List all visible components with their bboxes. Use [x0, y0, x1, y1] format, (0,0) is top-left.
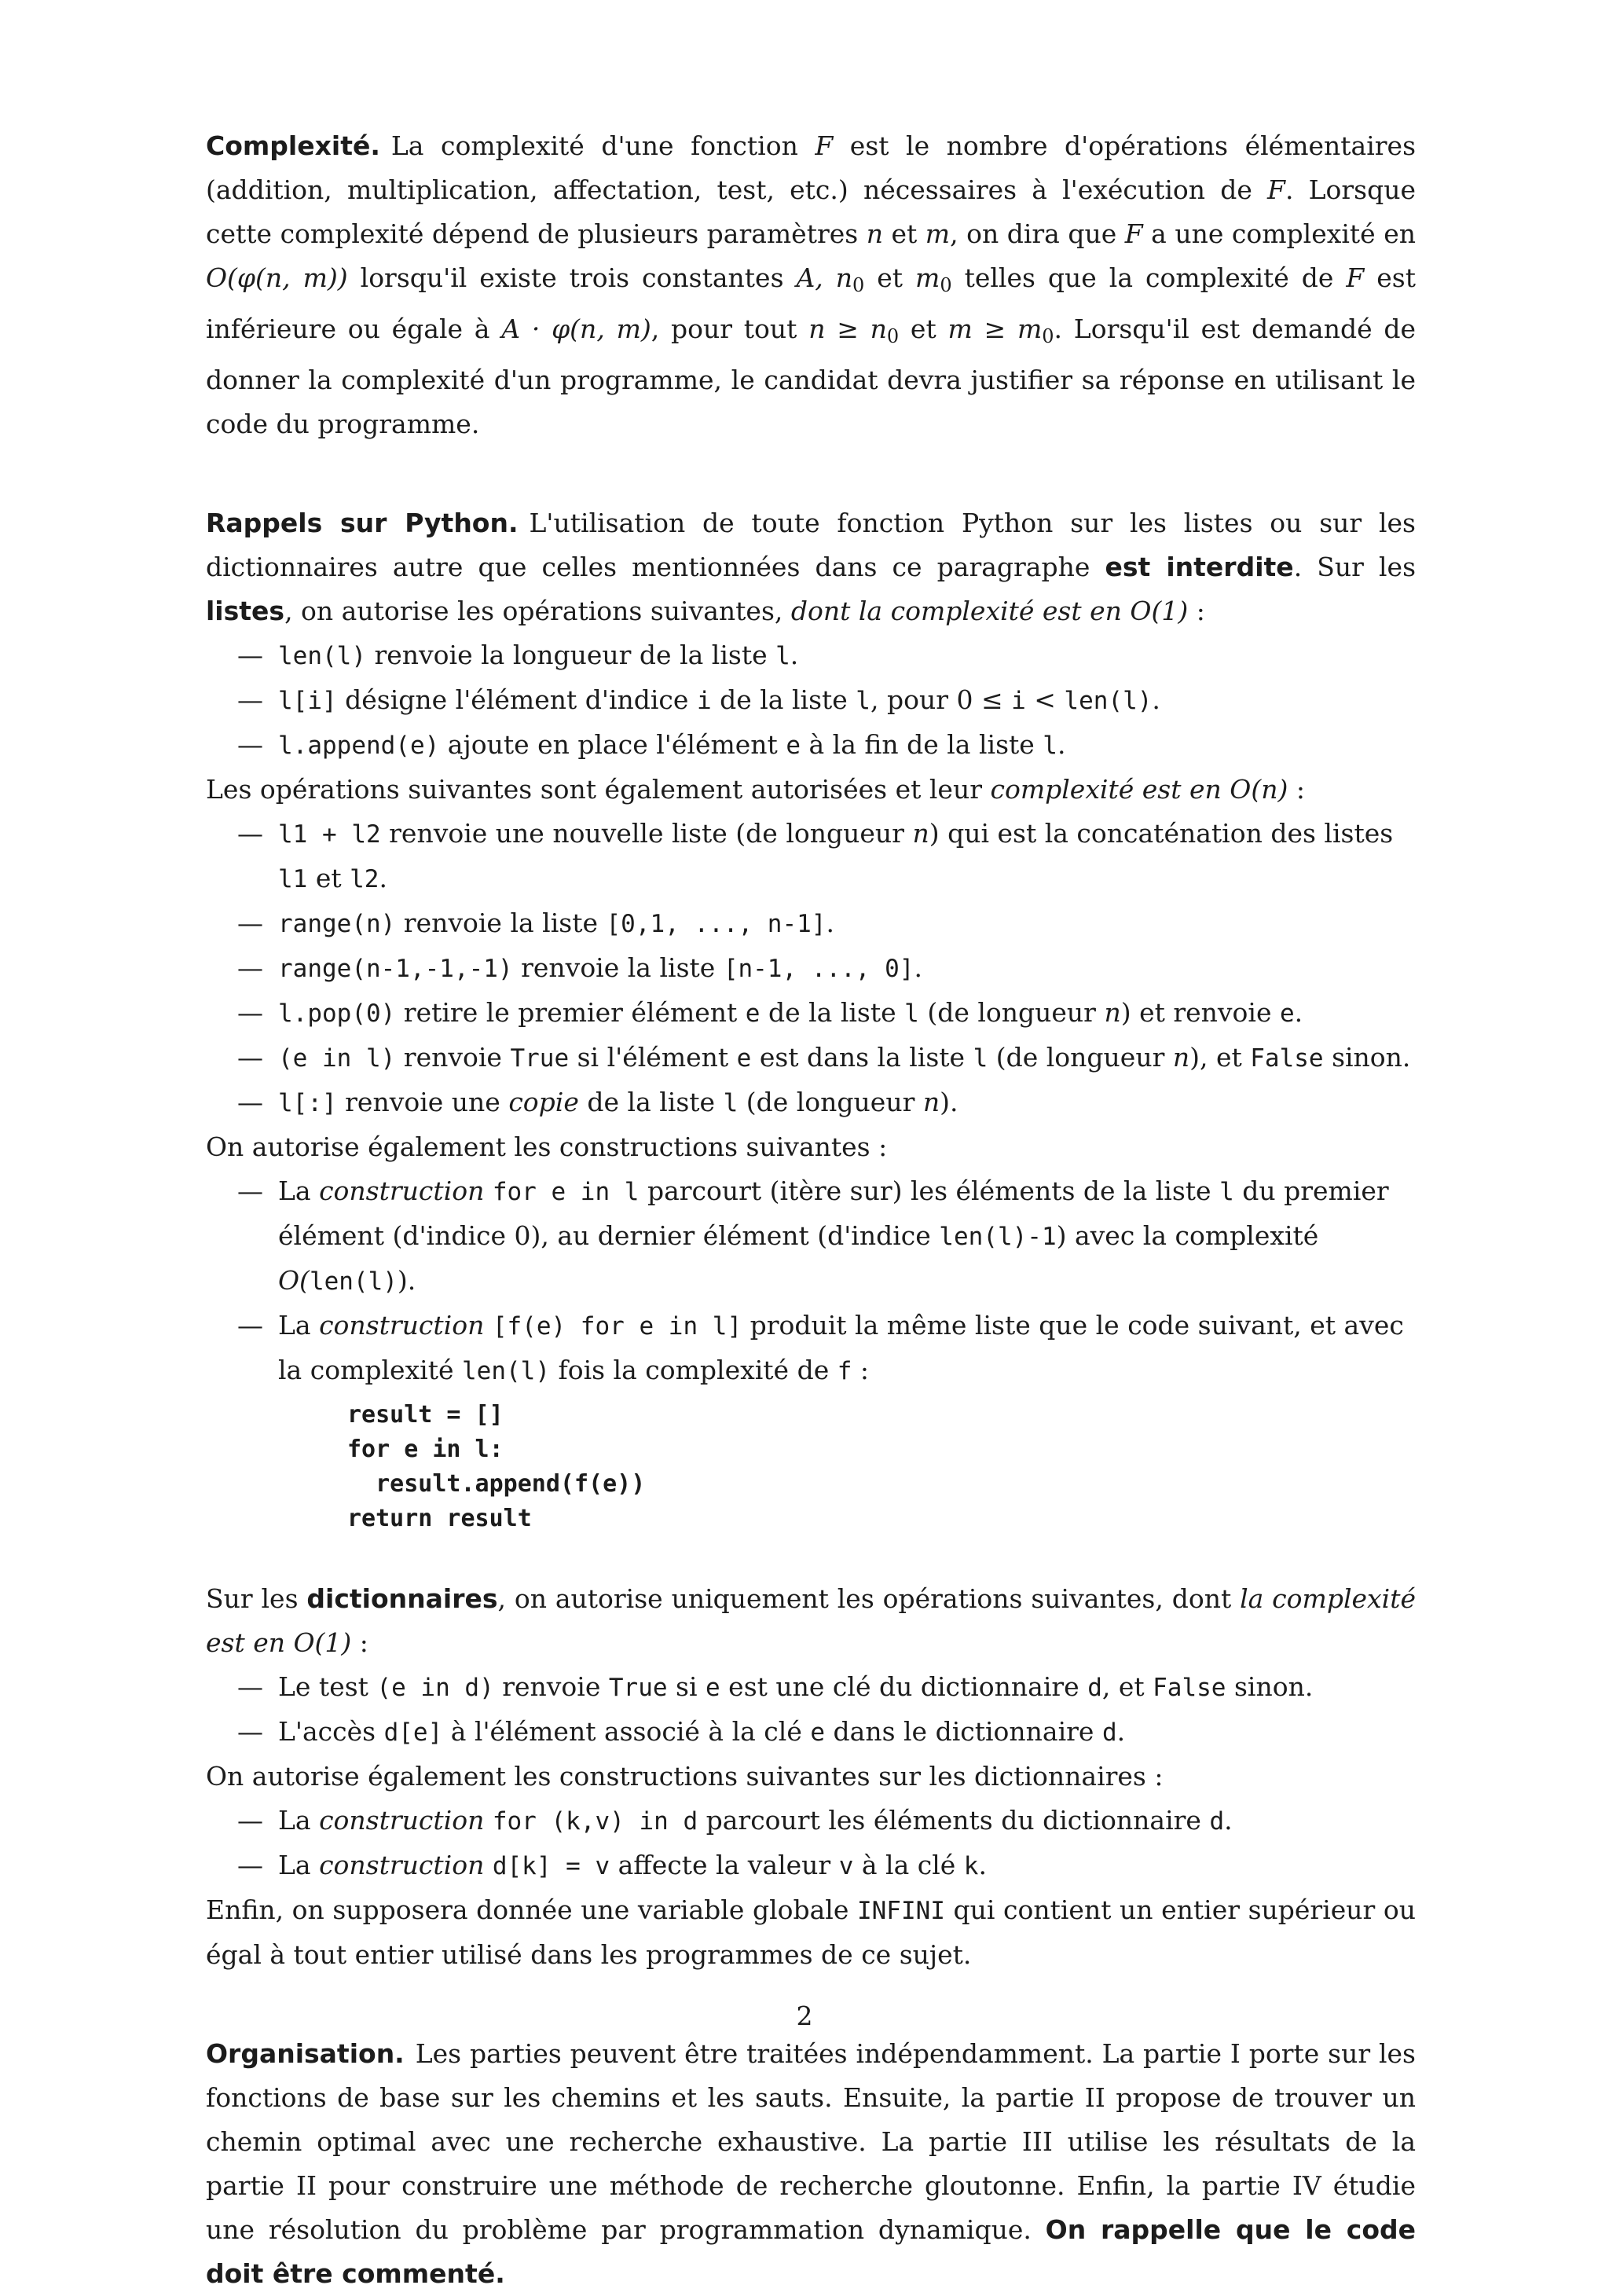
- bold-text: dictionnaires: [306, 1583, 498, 1614]
- code: l1: [278, 865, 308, 893]
- text: , pour tout: [651, 314, 809, 344]
- math: m ≥ m: [947, 314, 1043, 344]
- code: False: [1153, 1674, 1226, 1702]
- text: .: [978, 1850, 987, 1880]
- italic-text: copie: [508, 1087, 579, 1117]
- var: F: [815, 130, 834, 161]
- code: d: [1087, 1674, 1102, 1702]
- code: e: [1280, 999, 1295, 1028]
- math: ): [397, 1265, 408, 1296]
- text: qui contient un entier supérieur ou égal à tout entier utilisé dans les programmes de ce sujet.: [206, 1894, 1417, 1970]
- text: à l'élément associé à la clé: [442, 1716, 811, 1747]
- code: l: [723, 1089, 739, 1117]
- code: len(l): [462, 1357, 550, 1385]
- text: et: [882, 218, 925, 249]
- code: k: [963, 1852, 979, 1880]
- dash: —: [237, 908, 263, 938]
- text: .: [790, 640, 799, 670]
- dash: —: [237, 1176, 263, 1206]
- dash: —: [237, 1805, 263, 1836]
- text: parcourt les éléments du dictionnaire: [698, 1805, 1210, 1836]
- text: Enfin, on supposera donnée une variable globale: [206, 1894, 857, 1925]
- text: ) et renvoie: [1120, 997, 1280, 1028]
- text: . Lorsque cette complexité dépend de plusieurs paramètres: [206, 174, 1416, 249]
- list-item: [206, 991, 1416, 1036]
- text: renvoie la longueur de la liste: [365, 640, 776, 670]
- text: L'utilisation de toute fonction Python sur les listes ou sur les dictionnaires autre que celles mentionnées dans ce paragraphe: [206, 508, 1416, 582]
- text: Le test: [278, 1671, 377, 1702]
- dash: —: [237, 640, 263, 670]
- text: à la fin de la liste: [800, 729, 1043, 760]
- code: i: [696, 687, 712, 715]
- dict-constructions-intro: [206, 1755, 1416, 1799]
- text: On autorise également les constructions suivantes sur les dictionnaires :: [206, 1761, 1164, 1792]
- text: parcourt (itère sur) les éléments de la liste: [639, 1176, 1220, 1206]
- list-item: [206, 1080, 1416, 1125]
- list-item: [206, 1665, 1416, 1710]
- text: est inférieure ou égale à: [206, 262, 1416, 344]
- text: La: [278, 1850, 320, 1880]
- code: len(l): [1064, 687, 1153, 715]
- text: <: [1025, 684, 1065, 715]
- python-reminders-heading: Rappels sur Python.: [206, 508, 519, 538]
- code: len(l): [278, 642, 366, 670]
- code: l2: [350, 865, 379, 893]
- code: e: [736, 1044, 752, 1073]
- code: v: [838, 1852, 854, 1880]
- code: d[e]: [383, 1718, 443, 1747]
- code-block: result = [] for e in l: result.append(f(e)) return result: [347, 1401, 646, 1532]
- list-item: [206, 1710, 1416, 1755]
- code: [n-1, ..., 0]: [723, 955, 914, 983]
- math: O(φ(n, m)): [206, 262, 348, 293]
- italic-text: construction: [319, 1176, 485, 1206]
- code: len(l): [309, 1267, 398, 1296]
- text: .: [1057, 729, 1066, 760]
- text: et: [307, 863, 350, 893]
- code: l: [1219, 1178, 1234, 1206]
- bold-text: est interdite: [1105, 552, 1294, 582]
- italic-text: construction: [319, 1805, 485, 1836]
- var: n: [1172, 1042, 1190, 1073]
- text: est dans la liste: [751, 1042, 973, 1073]
- dash: —: [237, 684, 263, 715]
- code: l.pop(0): [278, 999, 396, 1028]
- dash: —: [237, 729, 263, 760]
- text: du premier élément (d'indice 0), au dernier élément (d'indice: [278, 1176, 1389, 1251]
- text: et: [899, 314, 948, 344]
- text: si l'élément: [569, 1042, 737, 1073]
- text: La: [278, 1805, 320, 1836]
- italic-text: construction: [319, 1850, 485, 1880]
- text: .: [826, 908, 834, 938]
- code: l.append(e): [278, 732, 440, 760]
- code: for (k,v) in d: [492, 1807, 698, 1836]
- dash: —: [237, 1671, 263, 1702]
- text: , on autorise uniquement les opérations suivantes, dont: [497, 1583, 1241, 1614]
- code: True: [608, 1674, 668, 1702]
- organisation-heading: Organisation.: [206, 2038, 405, 2069]
- text: à la clé: [853, 1850, 964, 1880]
- dash: —: [237, 1850, 263, 1880]
- list-item: [206, 946, 1416, 991]
- text: sinon.: [1226, 1671, 1314, 1702]
- list-dict-operations: [206, 1665, 1416, 1755]
- code: e: [810, 1718, 826, 1747]
- text: est le nombre d'opérations élémentaires (addition, multiplication, affectation, test, etc.) nécessaires à l'exécution de: [206, 130, 1417, 205]
- text: renvoie: [493, 1671, 609, 1702]
- code: d: [1209, 1807, 1225, 1836]
- code: e: [745, 999, 761, 1028]
- text: La: [278, 1310, 320, 1341]
- text: renvoie une nouvelle liste (de longueur: [380, 818, 913, 849]
- list-item: [206, 723, 1416, 768]
- var: F: [1267, 174, 1285, 205]
- text: (de longueur: [988, 1042, 1173, 1073]
- italic-text: dont la complexité est en: [790, 596, 1122, 626]
- code: l: [973, 1044, 988, 1073]
- text: La complexité d'une fonction: [390, 130, 815, 161]
- text: (de longueur: [738, 1087, 923, 1117]
- text: retire le premier élément: [395, 997, 746, 1028]
- code: (e in l): [278, 1044, 396, 1073]
- code: False: [1250, 1044, 1324, 1073]
- math: 0 ≤: [956, 684, 1012, 715]
- italic-text: la complexité est en: [206, 1583, 1416, 1658]
- code: i: [1011, 687, 1026, 715]
- text: (de longueur: [918, 997, 1105, 1028]
- code: l: [904, 999, 919, 1028]
- text: .: [1224, 1805, 1233, 1836]
- subscript: 0: [886, 325, 900, 347]
- text: ) qui est la concaténation des listes: [929, 818, 1394, 849]
- list-item: [206, 1169, 1416, 1304]
- code: [0,1, ..., n-1]: [606, 910, 826, 938]
- text: est une clé du dictionnaire: [720, 1671, 1088, 1702]
- text: ajoute en place l'élément: [439, 729, 786, 760]
- text: .: [407, 1265, 416, 1296]
- list-item: [206, 1843, 1416, 1888]
- list-item: [206, 633, 1416, 678]
- text: affecte la valeur: [610, 1850, 839, 1880]
- code: d[k] = v: [492, 1852, 610, 1880]
- text: dans le dictionnaire: [825, 1716, 1102, 1747]
- text: telles que la complexité de: [951, 262, 1347, 293]
- text: renvoie la liste: [395, 908, 607, 938]
- var: n: [1104, 997, 1121, 1028]
- list-item: [206, 678, 1416, 723]
- text: L'accès: [278, 1716, 384, 1747]
- bold-text: listes: [206, 596, 285, 626]
- text: .: [379, 863, 387, 893]
- text: :: [1288, 774, 1305, 805]
- text: désigne l'élément d'indice: [336, 684, 697, 715]
- text: , on dira que: [950, 218, 1125, 249]
- code: [f(e) for e in l]: [492, 1312, 742, 1341]
- dash: —: [237, 952, 263, 983]
- code: d: [1101, 1718, 1117, 1747]
- math: O(: [278, 1265, 310, 1296]
- subscript: 0: [1042, 325, 1054, 347]
- constructions-intro: [206, 1125, 1416, 1169]
- text: , et: [1101, 1671, 1153, 1702]
- var: n: [912, 818, 929, 849]
- code: range(n-1,-1,-1): [278, 955, 513, 983]
- list-operations-o1: [206, 633, 1416, 768]
- dash: —: [237, 997, 263, 1028]
- code: l1 + l2: [278, 820, 381, 849]
- list-item: [206, 1799, 1416, 1843]
- list-constructions: [206, 1169, 1416, 1393]
- dash: —: [237, 1310, 263, 1341]
- text: si: [667, 1671, 706, 1702]
- math: A · φ(n, m): [501, 314, 651, 344]
- page-content: [206, 124, 1416, 2296]
- text: :: [1188, 596, 1205, 626]
- text: ) avec la complexité: [1056, 1220, 1319, 1251]
- italic-text: complexité est en: [990, 774, 1222, 805]
- python-reminders-paragraph: [206, 501, 1416, 633]
- text: , pour: [870, 684, 957, 715]
- code: l[:]: [278, 1089, 337, 1117]
- math: O(n): [1230, 774, 1288, 805]
- code: INFINI: [856, 1897, 945, 1925]
- subscript: 0: [852, 274, 865, 296]
- text: , on autorise les opérations suivantes,: [284, 596, 791, 626]
- complexity-paragraph: [206, 124, 1416, 446]
- text: .: [914, 952, 922, 983]
- page-number: 2: [796, 2001, 813, 2031]
- list-item: [206, 1304, 1416, 1393]
- text: . Lorsqu'il est demandé de donner la complexité d'un programme, le candidat devra justifier sa réponse en utilisant le code du programme.: [206, 314, 1417, 439]
- code: e: [786, 732, 801, 760]
- code: True: [510, 1044, 570, 1073]
- italic-text: construction: [319, 1310, 485, 1341]
- infini-paragraph: [206, 1888, 1416, 1977]
- code: l: [1043, 732, 1057, 760]
- code: for e in l: [492, 1178, 640, 1206]
- math: A, n: [796, 262, 853, 293]
- var: n: [866, 218, 883, 249]
- math: n ≥ n: [808, 314, 887, 344]
- var: F: [1124, 218, 1143, 249]
- text: .: [1152, 684, 1160, 715]
- list-item: [206, 1036, 1416, 1080]
- text: produit la même liste que le code suivant, et avec la complexité: [278, 1310, 1404, 1385]
- text: Sur les: [206, 1583, 307, 1614]
- text: renvoie une: [336, 1087, 509, 1117]
- text: ), et: [1189, 1042, 1251, 1073]
- text: fois la complexité de: [550, 1355, 837, 1385]
- bold-text: On rappelle que le code doit être commenté.: [206, 2214, 1416, 2289]
- text: de la liste: [578, 1087, 724, 1117]
- code: range(n): [278, 910, 396, 938]
- complexity-heading: Complexité.: [206, 130, 380, 161]
- code: len(l)-1: [939, 1223, 1057, 1251]
- dash: —: [237, 1087, 263, 1117]
- code: l: [775, 642, 790, 670]
- math: m: [915, 262, 940, 293]
- code: l: [856, 687, 870, 715]
- text: Les parties peuvent être traitées indépendamment. La partie I porte sur les fonctions de base sur les chemins et les sauts. Ensuite, la partie II propose de trouver un chemin optimal avec une recherche exhaustive. La partie III utilise les résultats de la partie II pour construire une méthode de recherche gloutonne. Enfin, la partie IV étudie une résolution du problème par programmation dynamique.: [206, 2038, 1416, 2245]
- text: La: [278, 1176, 320, 1206]
- text: Les opérations suivantes sont également autorisées et leur: [206, 774, 991, 805]
- var: n: [922, 1087, 940, 1117]
- text: .: [1294, 997, 1303, 1028]
- text: ).: [940, 1087, 958, 1117]
- text: On autorise également les constructions suivantes :: [206, 1131, 888, 1162]
- text: lorsqu'il existe trois constantes: [347, 262, 797, 293]
- list-dict-constructions: [206, 1799, 1416, 1888]
- text: :: [351, 1627, 368, 1658]
- dash: —: [237, 818, 263, 849]
- list-item: [206, 812, 1416, 901]
- text: renvoie la liste: [512, 952, 724, 983]
- organisation-paragraph: [206, 2032, 1416, 2296]
- text: a une complexité en: [1142, 218, 1416, 249]
- on-operations-intro: [206, 768, 1416, 812]
- var: m: [925, 218, 951, 249]
- text: :: [852, 1355, 869, 1385]
- text: renvoie: [395, 1042, 511, 1073]
- text: de la liste: [711, 684, 856, 715]
- text: . Sur les: [1293, 552, 1416, 582]
- text: .: [1116, 1716, 1126, 1747]
- text: de la liste: [760, 997, 905, 1028]
- dict-intro: [206, 1577, 1416, 1665]
- subscript: 0: [940, 274, 952, 296]
- code: e: [706, 1674, 720, 1702]
- dash: —: [237, 1042, 263, 1073]
- code: (e in d): [376, 1674, 494, 1702]
- var: F: [1346, 262, 1365, 293]
- text: et: [864, 262, 916, 293]
- code: l[i]: [278, 687, 337, 715]
- code: f: [837, 1357, 852, 1385]
- dash: —: [237, 1716, 263, 1747]
- list-operations-on: [206, 812, 1416, 1125]
- math: O(1): [1130, 596, 1189, 626]
- list-item: [206, 901, 1416, 946]
- text: sinon.: [1323, 1042, 1411, 1073]
- math: O(1): [293, 1627, 352, 1658]
